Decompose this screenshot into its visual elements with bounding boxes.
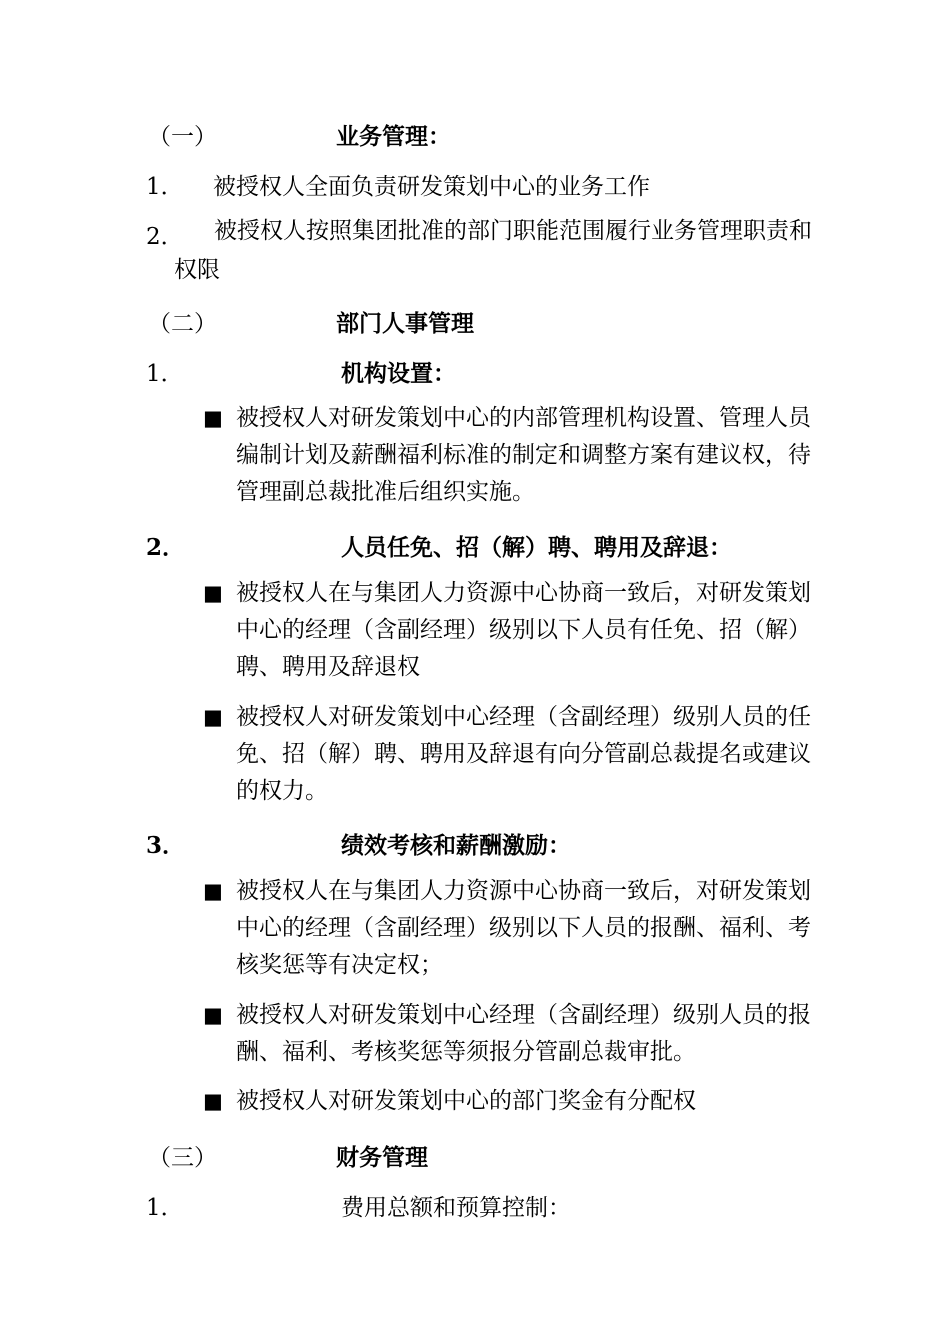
subsection-2-3-number: 3． xyxy=(146,832,186,859)
bullet-text: 被授权人对研发策划中心的内部管理机构设置、管理人员编制计划及薪酬福利标准的制定和调整方案有建议权，待管理副总裁批准后组织实施。 xyxy=(236,405,811,505)
section-2-title: 部门人事管理 xyxy=(336,310,474,337)
bullet-text: 被授权人对研发策划中心的部门奖金有分配权 xyxy=(236,1088,696,1114)
bullet-text: 被授权人对研发策划中心经理（含副经理）级别人员的任免、招（解）聘、聘用及辞退有向分管副总裁提名或建议的权力。 xyxy=(236,704,811,804)
section-2-number: （二） xyxy=(148,311,217,337)
section-3-number: （三） xyxy=(148,1145,217,1171)
bullet-square-icon: ■ xyxy=(203,1089,223,1113)
section-1-number: （一） xyxy=(148,124,217,150)
bullet-square-icon: ■ xyxy=(203,879,223,903)
section-1-item-1-text: 被授权人全面负责研发策划中心的业务工作 xyxy=(213,174,650,200)
list-item xyxy=(203,997,823,1075)
bullet-square-icon: ■ xyxy=(203,406,223,430)
list-item xyxy=(203,1083,823,1123)
bullet-text: 被授权人在与集团人力资源中心协商一致后，对研发策划中心的经理（含副经理）级别以下人员的报酬、福利、考核奖惩等有决定权； xyxy=(236,878,811,978)
section-1-item-2-number: 2． xyxy=(146,224,184,250)
bullet-text: 被授权人对研发策划中心经理（含副经理）级别人员的报酬、福利、考核奖惩等须报分管副总裁审批。 xyxy=(236,1002,811,1065)
subsection-2-2-number: 2． xyxy=(146,534,186,561)
section-1-item-2-text: 被授权人按照集团批准的部门职能范围履行业务管理职责和权限 xyxy=(174,218,812,283)
section-1-item-1-number: 1． xyxy=(146,174,184,200)
subsection-2-1-title: 机构设置： xyxy=(341,360,456,387)
bullet-square-icon: ■ xyxy=(203,581,223,605)
section-1-title: 业务管理： xyxy=(336,123,451,150)
bullet-square-icon: ■ xyxy=(203,705,223,729)
bullet-square-icon: ■ xyxy=(203,1003,223,1027)
list-item xyxy=(203,575,823,690)
list-item xyxy=(203,699,823,814)
subsection-2-2-title: 人员任免、招（解）聘、聘用及辞退： xyxy=(341,534,732,561)
list-item xyxy=(203,873,823,988)
subsection-2-3-title: 绩效考核和薪酬激励： xyxy=(341,832,571,859)
subsection-3-1-title: 费用总额和预算控制： xyxy=(341,1195,571,1221)
section-3-title: 财务管理 xyxy=(336,1144,428,1171)
subsection-2-1-number: 1． xyxy=(146,361,184,387)
list-item xyxy=(203,400,823,515)
subsection-3-1-number: 1． xyxy=(146,1195,184,1221)
bullet-text: 被授权人在与集团人力资源中心协商一致后，对研发策划中心的经理（含副经理）级别以下人员有任免、招（解）聘、聘用及辞退权 xyxy=(236,580,811,680)
